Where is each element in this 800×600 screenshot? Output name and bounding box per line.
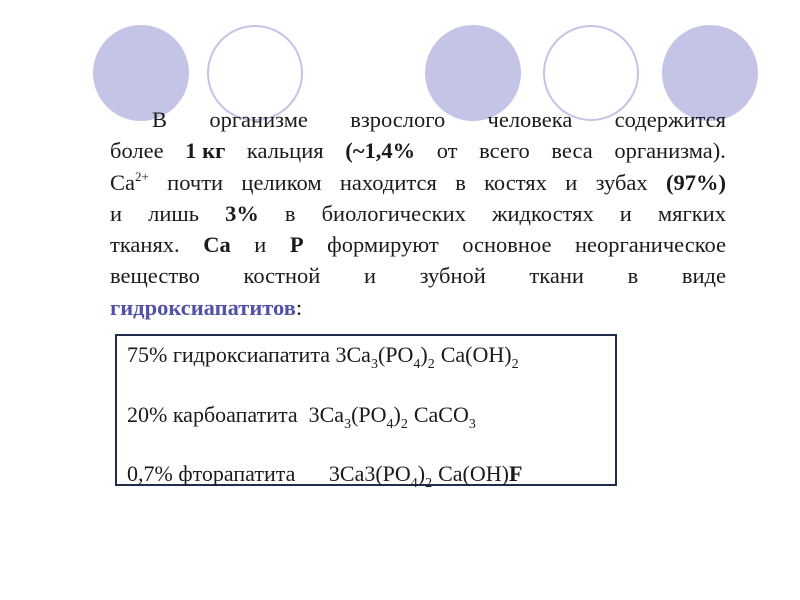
word: организма). [614, 138, 726, 164]
word: и [254, 232, 267, 258]
paragraph-line-5 [110, 229, 726, 260]
formula: $3Ca_3(PO_4)_2$ $Ca(OH)_2$ [335, 342, 519, 372]
calcium-mass: 1 кг [185, 138, 226, 164]
word: человека [487, 107, 573, 132]
fluids-percent: 3% [225, 200, 259, 226]
formula: $3Ca_3(PO_4)_2$ CaCO$_3$ [308, 402, 476, 432]
word: мягких [657, 200, 726, 226]
row-label: 20% карбоапатита [127, 402, 298, 427]
word: зубах [595, 169, 648, 195]
composition-row-carboapatite [127, 402, 476, 432]
word: в [455, 169, 466, 195]
word: и [565, 169, 578, 195]
word: находится [339, 169, 437, 195]
hydroxyapatite-term: гидроксиапатитов [110, 294, 296, 320]
bones-percent: (97%) [665, 169, 726, 195]
composition-row-fluorapatite [127, 461, 523, 491]
word: организме [209, 107, 308, 132]
word: виде [681, 263, 726, 289]
paragraph-line-3 [110, 167, 726, 198]
word: костях [484, 169, 547, 195]
element-ca: Са [203, 232, 231, 258]
element-p: Р [289, 232, 304, 258]
word: от [436, 138, 458, 164]
paragraph-line-4 [110, 198, 726, 229]
word: взрослого [350, 107, 446, 132]
word: в [284, 200, 296, 226]
word: почти [167, 169, 224, 195]
word: и [619, 200, 632, 226]
calcium-percent: (~1,4% [345, 138, 416, 164]
paragraph-line-6 [110, 260, 726, 291]
word: формируют [327, 232, 439, 258]
calcium-ion: $Ca^{2+}$ [110, 168, 149, 195]
row-label: 0,7% фторапатита [127, 461, 296, 486]
composition-box [115, 334, 617, 491]
word: кальция [246, 138, 324, 164]
paragraph-line-7 [110, 292, 726, 323]
word: тканях. [110, 232, 180, 258]
word: неорганическое [575, 232, 726, 258]
word: В [152, 107, 168, 132]
word: жидкостях [491, 200, 594, 226]
colon: : [295, 294, 303, 320]
word: и [110, 200, 123, 226]
word: биологических [321, 200, 466, 226]
word: лишь [148, 200, 199, 226]
word: основное [462, 232, 552, 258]
calcium-paragraph [110, 104, 726, 323]
word: и [363, 263, 376, 289]
word: зубной [419, 263, 486, 289]
formula: $3Ca3(PO_4)_2$ Ca(OH)F [328, 461, 523, 491]
paragraph-line-2 [110, 135, 726, 166]
word: более [110, 138, 164, 164]
word: вещество [110, 263, 200, 289]
word: содержится [614, 107, 726, 132]
word: в [627, 263, 639, 289]
composition-row-hydroxyapatite [127, 342, 519, 372]
word: всего [479, 138, 530, 164]
row-label: 75% гидроксиапатита [127, 342, 330, 367]
paragraph-line-1 [110, 104, 726, 135]
word: костной [243, 263, 321, 289]
word: веса [551, 138, 593, 164]
word: целиком [241, 169, 322, 195]
word: ткани [529, 263, 584, 289]
